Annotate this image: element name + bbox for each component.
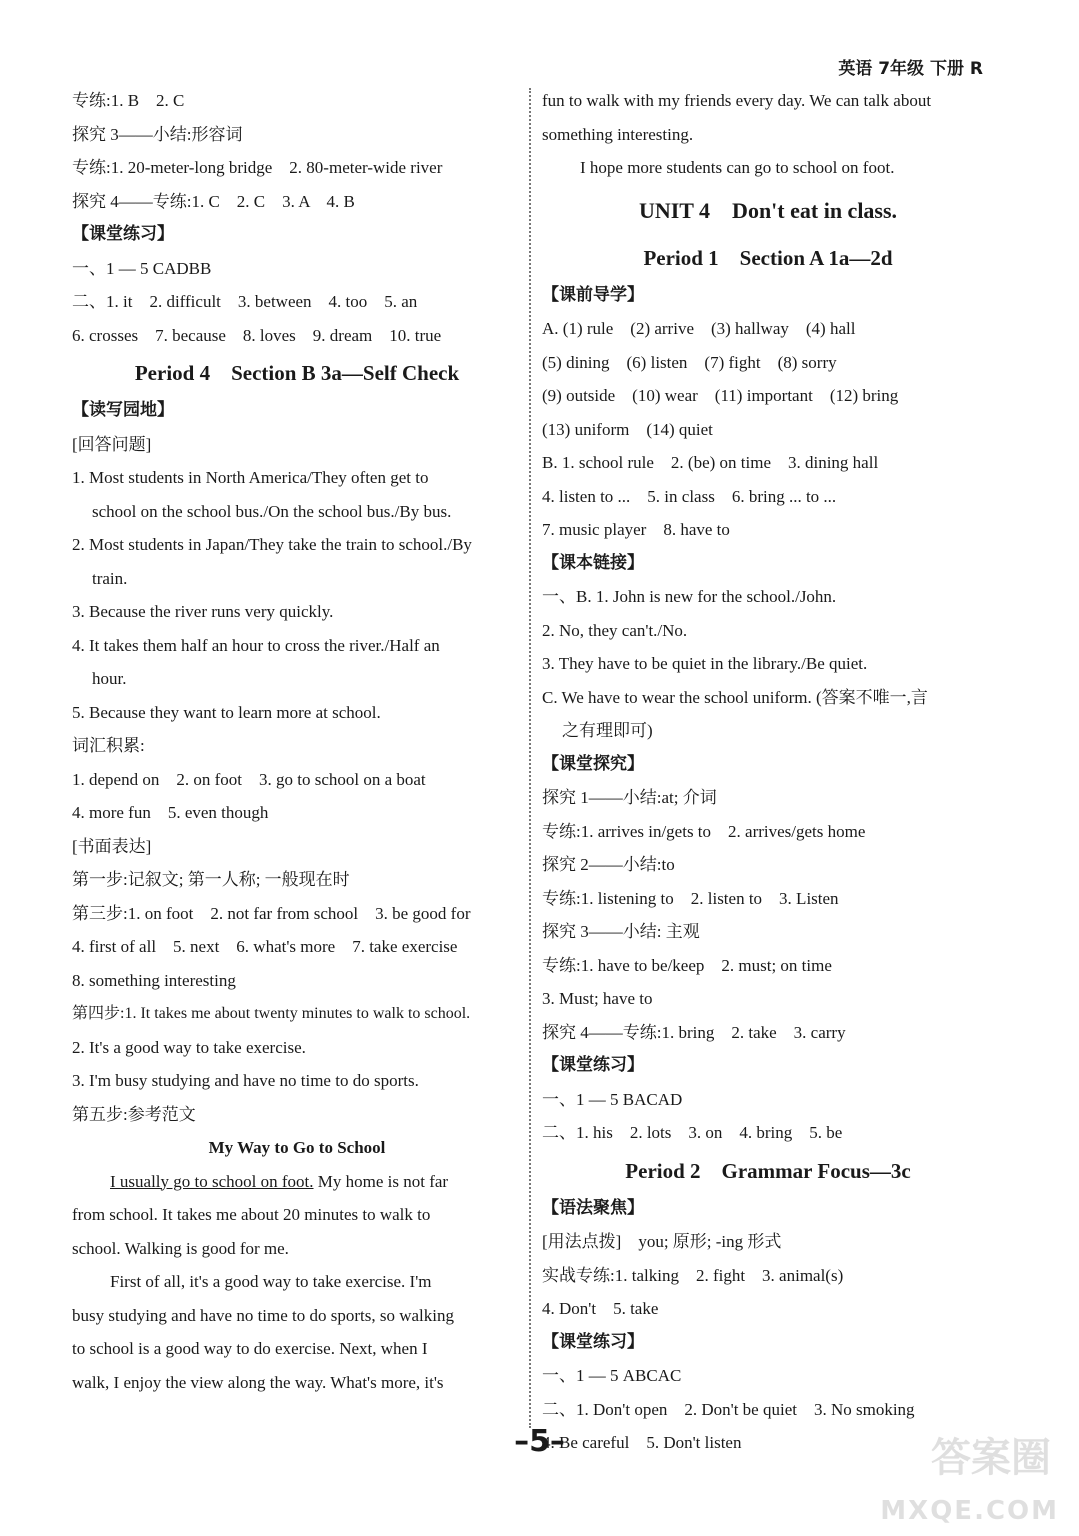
answer-line: 3. They have to be quiet in the library./Be quiet.	[542, 654, 868, 673]
answer-line: 探究 3——小结:形容词	[72, 124, 243, 144]
answer-line: 探究 4——专练:1. bring 2. take 3. carry	[542, 1022, 846, 1042]
essay-line: busy studying and have no time to do sports, so walking	[72, 1305, 455, 1325]
answer-line: A. (1) rule (2) arrive (3) hallway (4) hall	[542, 319, 856, 338]
answer-line: 3. I'm busy studying and have no time to do sports.	[72, 1071, 419, 1090]
period-heading: Period 4 Section B 3a—Self Check	[134, 361, 460, 385]
answer-line: 专练:1. have to be/keep 2. must; on time	[542, 955, 832, 975]
answer-line: 2. No, they can't./No.	[542, 620, 688, 640]
subsection-heading: [回答问题]	[72, 434, 152, 454]
answer-line: [用法点拨] you; 原形; -ing 形式	[542, 1232, 782, 1251]
section-heading: 【语法聚焦】	[542, 1197, 644, 1218]
watermark-site: MXQE.COM	[880, 1496, 1059, 1526]
section-heading: 【课堂探究】	[542, 753, 644, 774]
section-heading: 【课本链接】	[542, 552, 644, 573]
answer-line: 第三步:1. on foot 2. not far from school 3. be good for	[72, 903, 471, 923]
answer-line: C. We have to wear the school uniform. (答案不唯一,言	[542, 687, 928, 707]
answer-line: 二、1. it 2. difficult 3. between 4. too 5. an	[72, 292, 418, 311]
essay-title: My Way to Go to School	[208, 1138, 386, 1157]
essay-line: I hope more students can go to school on foot.	[580, 158, 895, 177]
essay-line: walk, I enjoy the view along the way. What's more, it's	[72, 1372, 444, 1392]
answer-line: 探究 3——小结: 主观	[542, 922, 700, 941]
answer-line: 4. Don't 5. take	[542, 1299, 659, 1318]
right-column	[542, 84, 994, 1460]
answer-line: 第五步:参考范文	[72, 1104, 196, 1124]
answer-line: 一、1 — 5 CADBB	[72, 258, 212, 278]
section-heading: 【读写园地】	[72, 400, 174, 420]
answer-line: 之有理即可)	[562, 721, 653, 740]
answer-line: 专练:1. listening to 2. listen to 3. Listen	[542, 888, 839, 908]
page-number: –5–	[514, 1424, 565, 1459]
period-heading: Period 2 Grammar Focus—3c	[625, 1158, 911, 1183]
answer-line: 专练:1. arrives in/gets to 2. arrives/gets home	[542, 821, 866, 841]
answer-line: 二、1. Don't open 2. Don't be quiet 3. No smoking	[542, 1399, 915, 1419]
answer-line: 第四步:1. It takes me about twenty minutes to walk to school.	[72, 1005, 471, 1022]
subsection-heading: 词汇积累:	[72, 736, 145, 755]
essay-line: from school. It takes me about 20 minutes to walk to	[72, 1205, 431, 1224]
answer-line: 4. Be careful 5. Don't listen	[542, 1433, 742, 1452]
answer-line: 一、1 — 5 ABCAC	[542, 1366, 682, 1385]
essay-topic-sentence: I usually go to school on foot.	[110, 1171, 314, 1191]
essay-line	[72, 1165, 522, 1199]
answer-line: school on the school bus./On the school bus./By bus.	[92, 501, 452, 521]
answer-line: 4. more fun 5. even though	[72, 803, 269, 822]
watermark-logo: 答案圈	[931, 1435, 1051, 1481]
answer-line: 3. Because the river runs very quickly.	[72, 602, 334, 621]
answer-line: 4. first of all 5. next 6. what's more 7. take exercise	[72, 937, 458, 956]
answer-line: (5) dining (6) listen (7) fight (8) sorry	[542, 352, 837, 372]
section-heading: 【课堂练习】	[72, 224, 174, 244]
answer-line: 6. crosses 7. because 8. loves 9. dream 10. true	[72, 325, 442, 345]
answer-line: 一、B. 1. John is new for the school./John.	[542, 587, 837, 606]
answer-line: (13) uniform (14) quiet	[542, 419, 713, 439]
essay-line: to school is a good way to do exercise. Next, when I	[72, 1339, 428, 1358]
watermark	[865, 1420, 1065, 1530]
page-header: 英语 7年级 下册 R	[838, 59, 983, 79]
answer-line: 2. Most students in Japan/They take the train to school./By	[72, 535, 472, 554]
essay-line: school. Walking is good for me.	[72, 1238, 289, 1258]
answer-line: 实战专练:1. talking 2. fight 3. animal(s)	[542, 1265, 844, 1285]
answer-line: hour.	[92, 669, 127, 688]
column-divider	[529, 88, 531, 1428]
answer-line: 专练:1. B 2. C	[72, 91, 185, 110]
answer-line: (9) outside (10) wear (11) important (12) bring	[542, 386, 899, 405]
answer-line: 第一步:记叙文; 第一人称; 一般现在时	[72, 870, 350, 889]
answer-line: 4. It takes them half an hour to cross the river./Half an	[72, 635, 440, 655]
left-column	[72, 84, 522, 1399]
essay-line: fun to walk with my friends every day. We can talk about	[542, 91, 932, 110]
essay-line: something interesting.	[542, 124, 694, 144]
section-heading: 【课堂练习】	[542, 1331, 644, 1352]
section-heading: 【课前导学】	[542, 284, 644, 305]
section-heading: 【课堂练习】	[542, 1055, 644, 1075]
answer-line: 8. something interesting	[72, 970, 236, 990]
answer-line: 1. Most students in North America/They often get to	[72, 468, 429, 487]
answer-line: 7. music player 8. have to	[542, 520, 730, 539]
answer-line: 3. Must; have to	[542, 989, 653, 1008]
essay-text: My home is not far	[313, 1171, 449, 1191]
answer-line: 探究 4——专练:1. C 2. C 3. A 4. B	[72, 191, 355, 211]
answer-line: 1. depend on 2. on foot 3. go to school on a boat	[72, 769, 426, 789]
subsection-heading: [书面表达]	[72, 836, 152, 856]
answer-line: 探究 2——小结:to	[542, 855, 675, 874]
answer-line: 4. listen to ... 5. in class 6. bring ... to ...	[542, 486, 837, 506]
answer-line: 2. It's a good way to take exercise.	[72, 1037, 306, 1057]
answer-line: train.	[92, 568, 128, 588]
answer-line: B. 1. school rule 2. (be) on time 3. dining hall	[542, 453, 879, 472]
answer-line: 专练:1. 20-meter-long bridge 2. 80-meter-wide river	[72, 158, 443, 177]
essay-line: First of all, it's a good way to take exercise. I'm	[110, 1272, 432, 1291]
answer-line: 探究 1——小结:at; 介词	[542, 788, 717, 807]
answer-line: 5. Because they want to learn more at school.	[72, 702, 381, 722]
answer-line: 二、1. his 2. lots 3. on 4. bring 5. be	[542, 1123, 843, 1142]
unit-heading: UNIT 4 Don't eat in class.	[638, 197, 898, 223]
answer-line: 一、1 — 5 BACAD	[542, 1089, 683, 1109]
period-heading: Period 1 Section A 1a—2d	[643, 245, 893, 270]
